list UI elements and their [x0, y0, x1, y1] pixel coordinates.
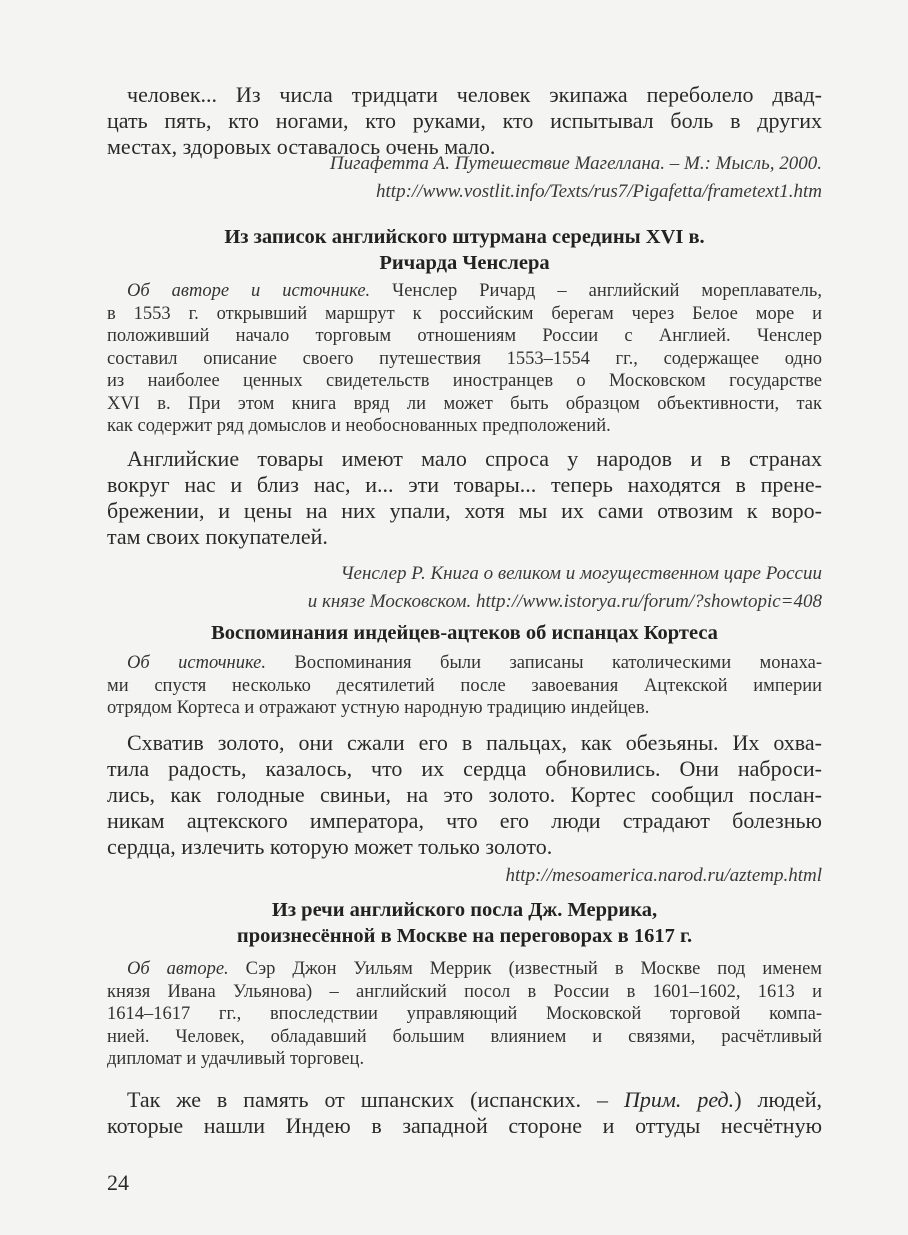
text-line: в 1553 г. открывший маршрут к российским берегам через Белое море и: [107, 303, 822, 324]
text-line: [107, 958, 822, 981]
text-line: князя Ивана Ульянова) – английский посол в России в 1601–1602, 1613 и: [107, 981, 822, 1002]
text-line: дипломат и удачливый торговец.: [107, 1049, 365, 1069]
text-line: отрядом Кортеса и отражают устную народную традицию индейцев.: [107, 698, 650, 718]
text-line: местах, здоровых оставалось очень мало.: [107, 134, 496, 159]
page-number: 24: [107, 1170, 129, 1195]
text-line: Ченслер Р. Книга о великом и могущественном царе России: [340, 563, 822, 584]
text-line: из наиболее ценных свидетельств иностранцев о Московском государстве: [107, 371, 822, 391]
source-label: Об авторе.: [127, 959, 229, 979]
source-note-chancellor: [107, 280, 822, 438]
text-span: Так же в память от шпанских (испанских. –: [127, 1087, 624, 1112]
text-span: Ченслер Ричард – английский мореплаватель,: [370, 281, 822, 301]
text-line: которые нашли Индею в западной стороне и оттуды несчётную: [107, 1113, 822, 1138]
heading-chancellor: [107, 224, 822, 276]
text-line: XVI в. При этом книга вряд ли может быть образцом объективности, так: [107, 393, 822, 414]
text-line: как содержит ряд домыслов и необоснованных предположений.: [107, 416, 611, 436]
paragraph-aztecs-quote: [107, 730, 822, 860]
text-line: http://mesoamerica.narod.ru/aztemp.html: [505, 865, 822, 886]
text-span: Сэр Джон Уильям Меррик (известный в Москве под именем: [228, 959, 822, 979]
text-line: [107, 280, 822, 303]
text-line: никам ацтекского императора, что его люди страдают болезнью: [107, 808, 822, 833]
source-label: Об источнике.: [127, 653, 267, 673]
text-line: Воспоминания индейцев-ацтеков об испанцах Кортеса: [211, 622, 718, 644]
text-line: Ричарда Ченслера: [379, 252, 550, 274]
paragraph-magellan-quote: [107, 82, 822, 160]
text-line: брежении, и цены на них упали, хотя мы их сами отвозим к воро-: [107, 498, 822, 523]
text-line: Схватив золото, они сжали его в пальцах, как обезьяны. Их охва-: [127, 730, 822, 755]
text-line: там своих покупателей.: [107, 524, 328, 549]
text-line: и князе Московском. http://www.istorya.ru/forum/?showtopic=408: [307, 591, 822, 612]
text-line: произнесённой в Москве на переговорах в 1617 г.: [236, 925, 693, 947]
text-line: Из записок английского штурмана середины XVI в.: [224, 226, 705, 248]
text-line: [107, 1087, 822, 1113]
text-line: цать пять, кто ногами, кто руками, кто испытывал боль в других: [107, 108, 822, 133]
text-span: ) людей,: [734, 1087, 822, 1112]
editor-note: Прим. ред.: [623, 1087, 735, 1112]
text-line: сердца, излечить которую может только золото.: [107, 834, 553, 859]
citation-mesoamerica: [107, 862, 822, 890]
text-line: Английские товары имеют мало спроса у народов и в странах: [127, 446, 822, 471]
citation-pigafetta: [107, 150, 822, 206]
text-line: вокруг нас и близ нас, и... эти товары... теперь находятся в прене-: [107, 472, 822, 497]
text-line: составил описание своего путешествия 1553–1554 гг., содержащее одно: [107, 348, 822, 369]
text-line: Пигафетта А. Путешествие Магеллана. – М.: Мысль, 2000.: [329, 153, 822, 174]
text-line: ми спустя несколько десятилетий после завоевания Ацтекской империи: [107, 675, 822, 696]
text-line: 1614–1617 гг., впоследствии управляющий Московской торговой компа-: [107, 1004, 822, 1024]
text-line: нией. Человек, обладавший большим влиянием и связями, расчётливый: [107, 1026, 822, 1047]
text-line: http://www.vostlit.info/Texts/rus7/Pigafetta/frametext1.htm: [376, 181, 822, 202]
text-line: Из речи английского посла Дж. Меррика,: [271, 899, 658, 921]
source-note-merrick: [107, 958, 822, 1071]
source-note-aztecs: [107, 652, 822, 720]
paragraph-chancellor-quote: [107, 446, 822, 550]
source-label: Об авторе и источнике.: [127, 281, 371, 301]
citation-chancellor: [107, 560, 822, 616]
text-line: человек... Из числа тридцати человек экипажа переболело двад-: [127, 82, 822, 107]
paragraph-merrick-quote: [107, 1087, 822, 1139]
text-span: Воспоминания были записаны католическими монаха-: [266, 653, 822, 673]
text-line: тила радость, казалось, что их сердца обновились. Они наброси-: [107, 756, 822, 781]
heading-aztecs: [107, 620, 822, 646]
text-line: [107, 652, 822, 675]
text-line: положивший начало торговым отношениям России с Англией. Ченслер: [107, 326, 822, 346]
text-line: лись, как голодные свиньи, на это золото. Кортес сообщил послан-: [107, 782, 822, 807]
heading-merrick: [107, 897, 822, 949]
